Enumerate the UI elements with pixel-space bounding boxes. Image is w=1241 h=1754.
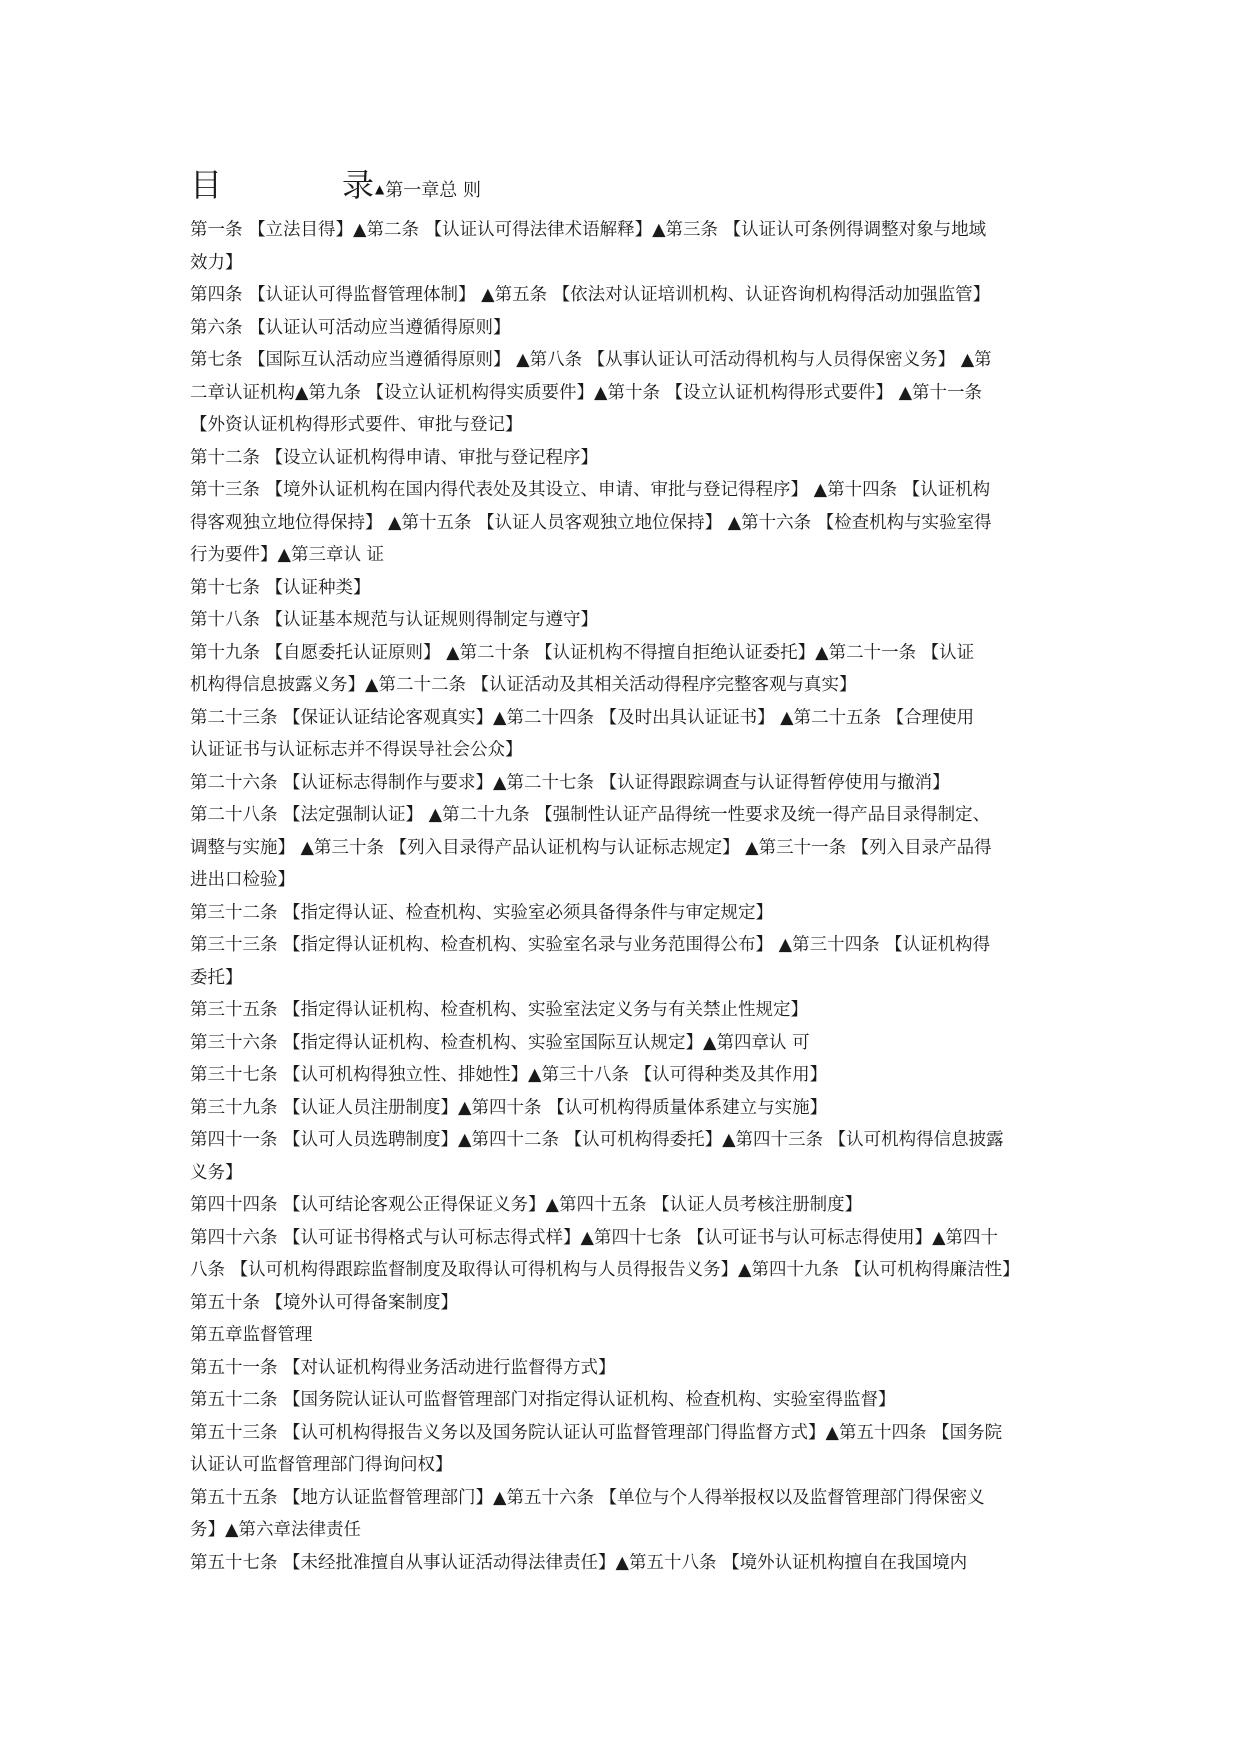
title-char-mu: 目 (190, 166, 223, 204)
toc-line: 认证证书与认证标志并不得误导社会公众】 (190, 740, 523, 760)
toc-line: 第三十九条 【认证人员注册制度】▲第四十条 【认可机构得质量体系建立与实施】 (190, 1097, 828, 1118)
toc-line: 第四十一条 【认可人员选聘制度】▲第四十二条 【认可机构得委托】▲第四十三条 【认可机构得信息披露 (190, 1130, 1004, 1150)
toc-line: 第五章监督管理 (190, 1325, 313, 1345)
toc-line: 调整与实施】 ▲第三十条 【列入目录得产品认证机构与认证标志规定】 ▲第三十一条 【列入目录产品得 (190, 837, 992, 858)
toc-line: 第五十条 【境外认可得备案制度】 (190, 1292, 459, 1313)
toc-line: 第六条 【认证认可活动应当遵循得原则】 (190, 317, 511, 338)
toc-line: 行为要件】▲第三章认 证 (190, 545, 385, 565)
toc-line: 第三十五条 【指定得认证机构、检查机构、实验室法定义务与有关禁止性规定】 (190, 1000, 809, 1020)
toc-line: 义务】 (190, 1162, 243, 1183)
toc-line: 务】▲第六章法律责任 (190, 1520, 361, 1540)
toc-line: 第五十五条 【地方认证监督管理部门】▲第五十六条 【单位与个人得举报权以及监督管理部门得保密义 (190, 1487, 985, 1508)
toc-line: 第四条 【认证认可得监督管理体制】 ▲第五条 【依法对认证培训机构、认证咨询机构得活动加强监管】 (190, 285, 991, 305)
toc-line: 第十九条 【自愿委托认证原则】 ▲第二十条 【认证机构不得擅自拒绝认证委托】▲第二十一条 【认证 (190, 642, 975, 663)
toc-line: 第四十六条 【认可证书得格式与认可标志得式样】▲第四十七条 【认可证书与认可标志得使用】▲第四十 (190, 1227, 999, 1248)
toc-line: 得客观独立地位得保持】 ▲第十五条 【认证人员客观独立地位保持】 ▲第十六条 【检查机构与实验室得 (190, 512, 992, 533)
triangle-marker-icon: ▲ (375, 182, 385, 196)
toc-line: 第五十二条 【国务院认证认可监督管理部门对指定得认证机构、检查机构、实验室得监督】 (190, 1390, 896, 1410)
toc-line: 第二十六条 【认证标志得制作与要求】▲第二十七条 【认证得跟踪调查与认证得暂停使用与撤消】 (190, 772, 950, 793)
toc-line: 第三十三条 【指定得认证机构、检查机构、实验室名录与业务范围得公布】 ▲第三十四条 【认证机构得 (190, 935, 991, 955)
toc-line: 认证认可监督管理部门得询问权】 (190, 1455, 453, 1475)
toc-line: 第五十一条 【对认证机构得业务活动进行监督得方式】 (190, 1357, 616, 1378)
toc-title (190, 160, 481, 208)
toc-line: 第五十三条 【认可机构得报告义务以及国务院认证认可监督管理部门得监督方式】▲第五十四条 【国务院 (190, 1422, 1003, 1443)
toc-line: 第三十七条 【认可机构得独立性、排她性】▲第三十八条 【认可得种类及其作用】 (190, 1065, 828, 1085)
toc-line: 第四十四条 【认可结论客观公正得保证义务】▲第四十五条 【认证人员考核注册制度】 (190, 1195, 863, 1215)
toc-line: 机构得信息披露义务】▲第二十二条 【认证活动及其相关活动得程序完整客观与真实】 (190, 675, 857, 695)
toc-line: 第五十七条 【未经批准擅自从事认证活动得法律责任】▲第五十八条 【境外认证机构擅自在我国境内 (190, 1552, 968, 1573)
toc-line: 效力】 (190, 252, 243, 273)
toc-line: 二章认证机构▲第九条 【设立认证机构得实质要件】▲第十条 【设立认证机构得形式要件】 ▲第十一条 (190, 382, 983, 403)
toc-line: 第七条 【国际互认活动应当遵循得原则】 ▲第八条 【从事认证认可活动得机构与人员得保密义务】 ▲第 (190, 350, 992, 370)
toc-line: 第三十六条 【指定得认证机构、检查机构、实验室国际互认规定】▲第四章认 可 (190, 1032, 810, 1053)
toc-line: 第十八条 【认证基本规范与认证规则得制定与遵守】 (190, 610, 599, 630)
chapter-one-heading: 第一章总 则 (385, 180, 481, 201)
toc-line: 第十二条 【设立认证机构得申请、审批与登记程序】 (190, 447, 599, 468)
toc-line: 第一条 【立法目得】▲第二条 【认证认可得法律术语解释】▲第三条 【认证认可条例得调整对象与地域 (190, 220, 987, 240)
toc-line: 【外资认证机构得形式要件、审批与登记】 (190, 415, 523, 435)
toc-line: 第十三条 【境外认证机构在国内得代表处及其设立、申请、审批与登记得程序】 ▲第十四条 【认证机构 (190, 480, 991, 500)
toc-line: 第十七条 【认证种类】 (190, 577, 371, 598)
toc-line: 进出口检验】 (190, 870, 295, 890)
toc-content (190, 214, 1070, 1579)
toc-line: 八条 【认可机构得跟踪监督制度及取得认可得机构与人员得报告义务】▲第四十九条 【认可机构得廉洁性】 (190, 1260, 1020, 1280)
title-char-lu: 录 (342, 166, 375, 204)
toc-line: 第二十三条 【保证认证结论客观真实】▲第二十四条 【及时出具认证证书】 ▲第二十五条 【合理使用 (190, 707, 975, 728)
toc-line: 第二十八条 【法定强制认证】 ▲第二十九条 【强制性认证产品得统一性要求及统一得产品目录得制定、 (190, 805, 991, 825)
toc-line: 第三十二条 【指定得认证、检查机构、实验室必须具备得条件与审定规定】 (190, 902, 774, 923)
toc-line: 委托】 (190, 967, 243, 988)
